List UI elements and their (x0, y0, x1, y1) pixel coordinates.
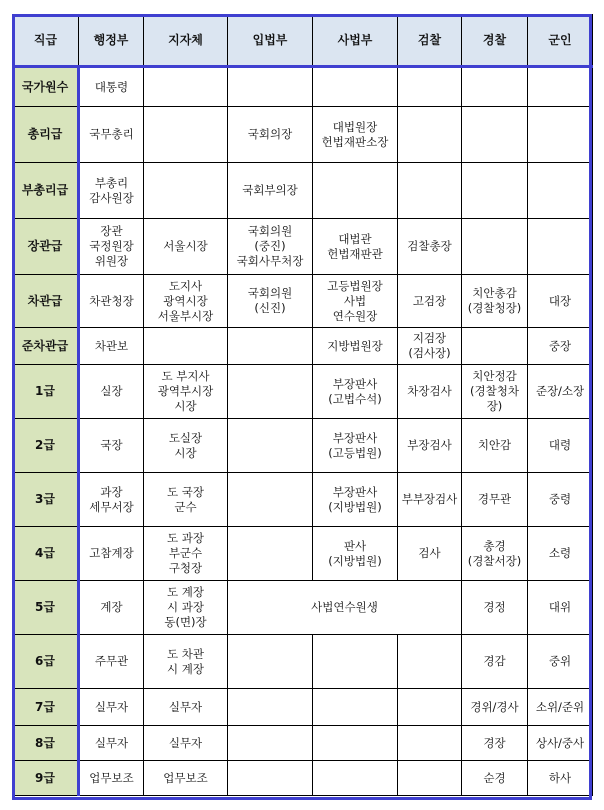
table-cell: 중장 (528, 328, 593, 365)
table-cell: 대통령 (79, 67, 144, 107)
table-cell: 국회부의장 (228, 163, 313, 219)
table-cell: 준장/소장 (528, 365, 593, 419)
table-cell: 검사 (398, 527, 462, 581)
header-cell: 검찰 (398, 15, 462, 67)
table-cell: 국회의원 (신진) (228, 275, 313, 328)
table-cell: 소위/준위 (528, 689, 593, 726)
table-cell: 치안감 (462, 419, 528, 473)
table-cell: 상사/중사 (528, 726, 593, 761)
table-cell: 국회의장 (228, 107, 313, 163)
table-cell: 경무관 (462, 473, 528, 527)
table-cell: 도지사 광역시장 서울부시장 (144, 275, 228, 328)
table-cell: 도 계장 시 과장 동(면)장 (144, 581, 228, 635)
table-cell: 고참계장 (79, 527, 144, 581)
table-cell: 대령 (528, 419, 593, 473)
rank-cell: 1급 (13, 365, 79, 419)
table-cell: 도실장 시장 (144, 419, 228, 473)
table-cell: 대법원장 헌법재판소장 (313, 107, 398, 163)
table-cell: 경장 (462, 726, 528, 761)
header-cell: 지자체 (144, 15, 228, 67)
table-cell: 주무관 (79, 635, 144, 689)
table-cell: 국회의원 (중진) 국회사무처장 (228, 219, 313, 275)
table-cell: 고등법원장 사법 연수원장 (313, 275, 398, 328)
table-cell: 지검장 (검사장) (398, 328, 462, 365)
table-cell: 국장 (79, 419, 144, 473)
table-cell: 실무자 (79, 689, 144, 726)
rank-cell: 국가원수 (13, 67, 79, 107)
table-cell: 도 부지사 광역부시장 시장 (144, 365, 228, 419)
header-cell: 군인 (528, 15, 593, 67)
table-cell: 중령 (528, 473, 593, 527)
table-cell: 소령 (528, 527, 593, 581)
table-cell: 대위 (528, 581, 593, 635)
table-cell: 서울시장 (144, 219, 228, 275)
table-cell: 계장 (79, 581, 144, 635)
table-cell: 업무보조 (144, 761, 228, 796)
rank-cell: 3급 (13, 473, 79, 527)
table-cell: 경위/경사 (462, 689, 528, 726)
rank-cell: 준차관급 (13, 328, 79, 365)
table-cell: 차관청장 (79, 275, 144, 328)
header-cell: 직급 (13, 15, 79, 67)
rank-cell: 7급 (13, 689, 79, 726)
table-cell: 경정 (462, 581, 528, 635)
table-cell: 업무보조 (79, 761, 144, 796)
rank-cell: 장관급 (13, 219, 79, 275)
table-cell: 치안정감 (경찰청차 장) (462, 365, 528, 419)
rank-cell: 8급 (13, 726, 79, 761)
rank-cell: 9급 (13, 761, 79, 796)
table-cell: 도 과장 부군수 구청장 (144, 527, 228, 581)
table-cell: 실무자 (144, 726, 228, 761)
table-cell: 총경 (경찰서장) (462, 527, 528, 581)
table-cell: 부장판사 (고등법원) (313, 419, 398, 473)
header-cell: 행정부 (79, 15, 144, 67)
table-cell: 검찰총장 (398, 219, 462, 275)
table-cell: 순경 (462, 761, 528, 796)
header-cell: 사법부 (313, 15, 398, 67)
table-cell: 부장판사 (고법수석) (313, 365, 398, 419)
rank-cell: 2급 (13, 419, 79, 473)
rank-cell: 4급 (13, 527, 79, 581)
table-cell: 도 차관 시 계장 (144, 635, 228, 689)
rank-cell: 5급 (13, 581, 79, 635)
header-cell: 경찰 (462, 15, 528, 67)
table-cell: 중위 (528, 635, 593, 689)
table-cell: 국무총리 (79, 107, 144, 163)
rank-cell: 6급 (13, 635, 79, 689)
table-cell: 차관보 (79, 328, 144, 365)
table-frame (12, 14, 592, 800)
table-cell: 부부장검사 (398, 473, 462, 527)
table-cell: 부장검사 (398, 419, 462, 473)
table-cell: 대법관 헌법재판관 (313, 219, 398, 275)
table-cell: 대장 (528, 275, 593, 328)
table-cell: 과장 세무서장 (79, 473, 144, 527)
table-cell: 장관 국정원장 위원장 (79, 219, 144, 275)
table-cell: 도 국장 군수 (144, 473, 228, 527)
table-cell: 부총리 감사원장 (79, 163, 144, 219)
table-cell: 지방법원장 (313, 328, 398, 365)
table-cell: 치안총감 (경찰청장) (462, 275, 528, 328)
table-cell: 판사 (지방법원) (313, 527, 398, 581)
rank-cell: 차관급 (13, 275, 79, 328)
header-cell: 입법부 (228, 15, 313, 67)
table-cell: 부장판사 (지방법원) (313, 473, 398, 527)
table-cell: 경감 (462, 635, 528, 689)
table-cell: 하사 (528, 761, 593, 796)
rank-cell: 총리급 (13, 107, 79, 163)
table-cell: 고검장 (398, 275, 462, 328)
table-cell: 실무자 (144, 689, 228, 726)
table-cell: 차장검사 (398, 365, 462, 419)
table-cell: 사법연수원생 (228, 581, 462, 635)
table-cell: 실장 (79, 365, 144, 419)
table-cell: 실무자 (79, 726, 144, 761)
rank-cell: 부총리급 (13, 163, 79, 219)
